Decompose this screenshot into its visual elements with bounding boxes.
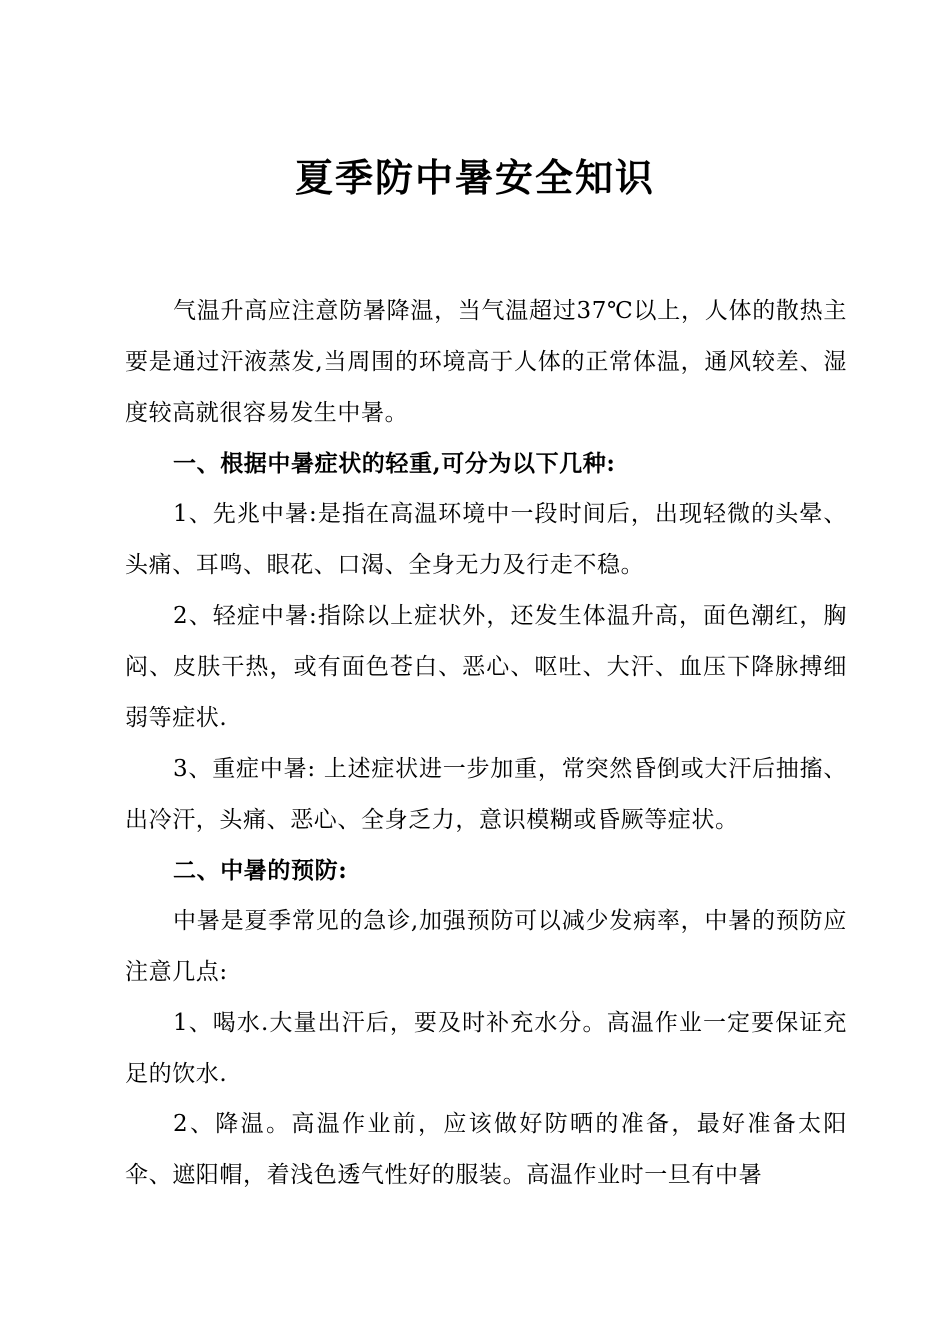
prevention-item-cooling: 2、降温。高温作业前，应该做好防晒的准备，最好准备太阳伞、遮阳帽，着浅色透气性好的服装。高温作业时一旦有中暑	[125, 1111, 847, 1188]
symptom-item-mild-precursor: 1、先兆中暑:是指在高温环境中一段时间后，出现轻微的头晕、头痛、耳鸣、眼花、口渴、全身无力及行走不稳。	[125, 501, 847, 578]
prevention-intro-paragraph: 中暑是夏季常见的急诊,加强预防可以减少发病率，中暑的预防应注意几点:	[125, 908, 847, 985]
section-heading-prevention: 二、中暑的预防:	[173, 857, 348, 884]
intro-paragraph: 气温升高应注意防暑降温，当气温超过37℃以上，人体的散热主要是通过汗液蒸发,当周围的环境高于人体的正常体温，通风较差、湿度较高就很容易发生中暑。	[125, 298, 847, 426]
symptom-item-light: 2、轻症中暑:指除以上症状外，还发生体温升高，面色潮红，胸闷、皮肤干热，或有面色苍白、恶心、呕吐、大汗、血压下降脉搏细弱等症状.	[125, 603, 847, 731]
section-heading-symptoms: 一、根据中暑症状的轻重,可分为以下几种:	[173, 450, 616, 477]
document-title: 夏季防中暑安全知识	[294, 155, 655, 200]
symptom-item-severe: 3、重症中暑: 上述症状进一步加重，常突然昏倒或大汗后抽搐、出冷汗，头痛、恶心、全身乏力，意识模糊或昏厥等症状。	[125, 756, 847, 833]
prevention-item-drink-water: 1、喝水.大量出汗后，要及时补充水分。高温作业一定要保证充足的饮水.	[125, 1010, 847, 1087]
